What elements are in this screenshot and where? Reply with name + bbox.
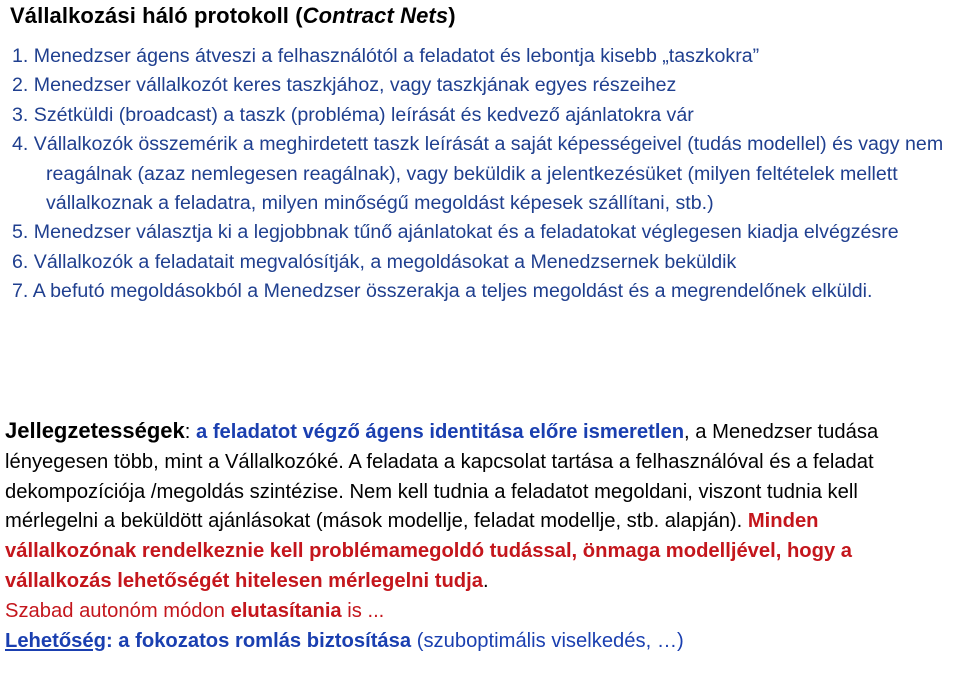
features-highlight-identity: a feladatot végző ágens identitása előre ismeretlen <box>196 421 685 443</box>
protocol-steps-list <box>12 42 947 307</box>
step-text: Vállalkozók a feladatait megvalósítják, a megoldásokat a Menedzsernek beküldik <box>33 250 737 273</box>
features-colon: : <box>184 421 196 443</box>
degradation-main: : a fokozatos romlás biztosítása <box>105 629 412 652</box>
features-body-text: , a Menedzser tudása lényegesen több, mint a Vállalkozóké. A feladata a kapcsolat tartása a felhasználóval és a feladat dekompozíciója /megoldás szintézise. Nem kell tudnia a feladatot megoldani, viszont tudnia kell mérlegelni a beküldött ajánlásokat (mások modellje, feladat modellje, stb. alapján). <box>5 421 879 533</box>
reject-keyword: elutasítania <box>230 599 342 622</box>
step-number: 1. <box>12 45 29 67</box>
features-line-reject <box>5 597 955 627</box>
step-text: Menedzser ágens átveszi a felhasználótól a feladatot és lebontja kisebb „taszkokra” <box>33 45 760 67</box>
reject-prefix: Szabad autonóm módon <box>5 599 231 622</box>
step-item <box>12 130 947 218</box>
step-text: Szétküldi (broadcast) a taszk (probléma) leírását és kedvező ajánlatokra vár <box>33 103 694 126</box>
step-item <box>12 101 947 130</box>
slide-title <box>10 3 456 29</box>
features-line-degradation <box>5 627 955 657</box>
features-heading: Jellegzetességek <box>5 418 185 443</box>
step-item <box>12 42 947 71</box>
step-item <box>12 248 947 277</box>
step-number: 4. <box>12 133 29 156</box>
features-section <box>5 416 955 656</box>
degradation-keyword: Lehetőség <box>5 629 106 652</box>
step-number: 2. <box>12 74 29 97</box>
step-number: 7. <box>12 280 29 303</box>
title-english-term: Contract Nets <box>302 3 449 28</box>
degradation-note: (szuboptimális viselkedés, …) <box>411 629 684 652</box>
step-number: 5. <box>12 221 29 244</box>
step-item <box>12 71 947 100</box>
features-period: . <box>482 569 489 592</box>
step-number: 3. <box>12 103 29 126</box>
features-paragraph <box>5 416 955 597</box>
step-text: Menedzser választja ki a legjobbnak tűnő ajánlatokat és a feladatokat véglegesen kiadja elvégzésre <box>33 221 899 244</box>
step-text: A befutó megoldásokból a Menedzser összerakja a teljes megoldást és a megrendelőnek elküldi. <box>32 280 873 303</box>
step-text: Vállalkozók összemérik a meghirdetett taszk leírását a saját képességeivel (tudás modellel) és vagy nem reagálnak (azaz nemlegesen reagálnak), vagy beküldik a jelentkezésüket (milyen feltételek mellett vállalkoznak a feladatra, milyen minőségű megoldást képesek szállítani, stb.) <box>33 133 944 215</box>
step-text: Menedzser vállalkozót keres taszkjához, vagy taszkjának egyes részeihez <box>33 74 677 97</box>
step-item <box>12 277 947 306</box>
reject-suffix: is ... <box>341 599 385 622</box>
title-main: Vállalkozási háló protokoll ( <box>10 3 303 28</box>
step-item <box>12 218 947 247</box>
step-number: 6. <box>12 250 29 273</box>
title-close: ) <box>448 3 456 28</box>
features-highlight-contractor: Minden vállalkozónak rendelkeznie kell problémamegoldó tudással, önmaga modelljével, hogy a vállalkozás lehetőségét hitelesen mérlegelni tudja <box>5 510 853 592</box>
